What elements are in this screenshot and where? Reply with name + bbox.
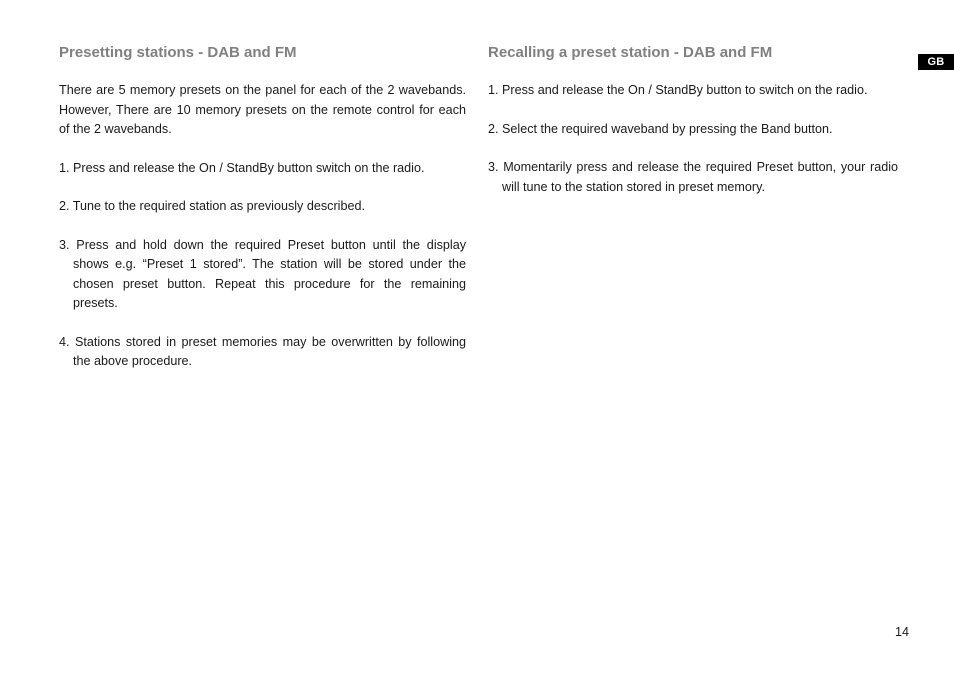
intro-paragraph: There are 5 memory presets on the panel for each of the 2 wavebands. However, There are 10 memory presets on the remote control for each of the 2 wavebands. <box>59 83 466 136</box>
left-column <box>59 44 466 391</box>
language-badge: GB <box>918 54 954 70</box>
step-item <box>59 236 466 314</box>
step-number: 2. <box>59 199 70 213</box>
step-text: Momentarily press and release the required Preset button, your radio will tune to the station stored in preset memory. <box>502 160 899 194</box>
step-text: Tune to the required station as previously described. <box>72 199 365 213</box>
step-text: Press and hold down the required Preset button until the display shows e.g. “Preset 1 stored”. The station will be stored under the chosen preset button. Repeat this procedure for the remaining presets. <box>73 237 467 310</box>
page-number: 14 <box>895 625 910 639</box>
step-number: 3. <box>59 237 70 252</box>
step-item <box>488 81 898 101</box>
step-number: 2. <box>488 121 499 136</box>
step-text: Select the required waveband by pressing the Band button. <box>502 121 833 136</box>
step-item <box>488 120 898 140</box>
step-item <box>488 158 898 197</box>
step-number: 1. <box>488 83 499 97</box>
step-item <box>59 197 466 217</box>
step-text: Press and release the On / StandBy button switch on the radio. <box>73 160 425 175</box>
right-column <box>488 44 898 216</box>
step-item <box>59 159 466 179</box>
step-text: Press and release the On / StandBy button to switch on the radio. <box>502 83 868 97</box>
section-heading-presetting: Presetting stations - DAB and FM <box>59 44 297 61</box>
step-item <box>59 333 466 372</box>
step-number: 3. <box>488 160 499 174</box>
step-text: Stations stored in preset memories may be overwritten by following the above procedure. <box>73 334 466 368</box>
step-number: 1. <box>59 160 70 175</box>
step-number: 4. <box>59 334 70 349</box>
section-heading-recalling: Recalling a preset station - DAB and FM <box>488 44 773 61</box>
